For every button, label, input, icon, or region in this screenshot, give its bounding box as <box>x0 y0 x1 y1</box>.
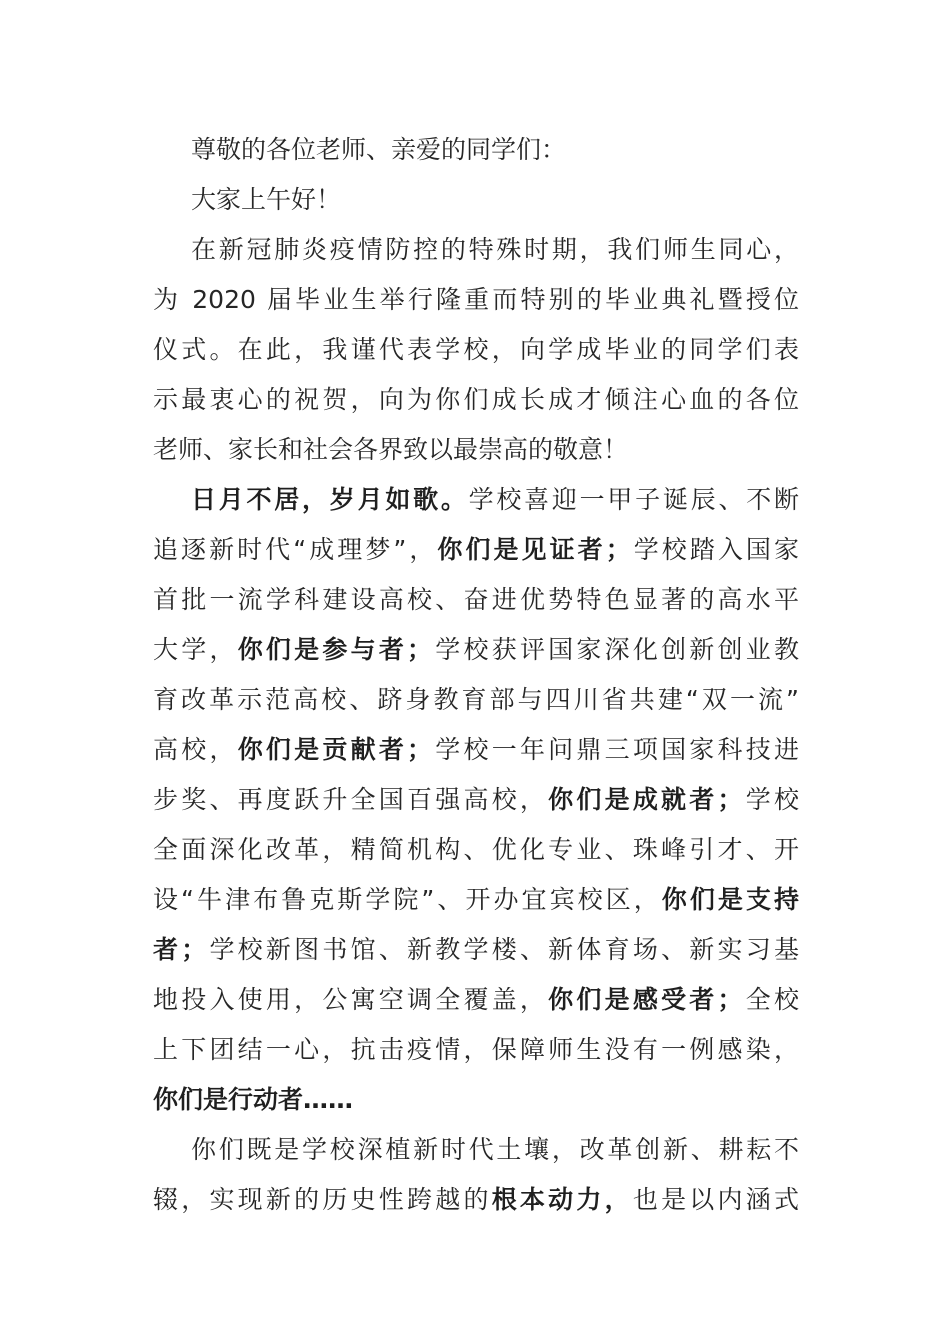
paragraph-opening <box>153 225 799 475</box>
text-line <box>153 1075 799 1125</box>
emphasis-text: 你们是参与者； <box>237 635 433 664</box>
text-line: 你们既是学校深植新时代土壤，改革创新、耕耘不 <box>191 1135 799 1164</box>
salutation: 尊敬的各位老师、亲爱的同学们： <box>191 135 567 164</box>
speech-body <box>153 125 799 1225</box>
text-line: 育改革示范高校、跻身教育部与四川省共建“双一流” <box>153 685 799 714</box>
text-line: 地投入使用，公寓空调全覆盖，你们是感受者；全校 <box>153 985 799 1014</box>
text-line: 追逐新时代“成理梦”，你们是见证者；学校踏入国家 <box>153 535 799 564</box>
emphasis-text: 你们是贡献者； <box>237 735 433 764</box>
text-line: 大学，你们是参与者；学校获评国家深化创新创业教 <box>153 635 799 664</box>
text-line: 者；学校新图书馆、新教学楼、新体育场、新实习基 <box>153 935 799 964</box>
text-line: 上下团结一心，抗击疫情，保障师生没有一例感染， <box>153 1035 799 1064</box>
text-line: 在新冠肺炎疫情防控的特殊时期，我们师生同心， <box>191 235 799 264</box>
text-line: 首批一流学科建设高校、奋进优势特色显著的高水平 <box>153 585 799 614</box>
text-line: 老师、家长和社会各界致以最崇高的敬意！ <box>153 435 629 464</box>
emphasis-text: 你们是支持 <box>661 885 799 914</box>
emphasis-text: 你们是感受者； <box>548 985 743 1014</box>
text-line: 辍，实现新的历史性跨越的根本动力，也是以内涵式 <box>153 1185 799 1214</box>
text-line: 设“牛津布鲁克斯学院”、开办宜宾校区，你们是支持 <box>153 885 799 914</box>
emphasis-text: 你们是见证者； <box>437 535 631 564</box>
text-line: 为 2020 届毕业生举行隆重而特别的毕业典礼暨授位 <box>153 285 799 314</box>
text-line: 示最衷心的祝贺，向为你们成长成才倾注心血的各位 <box>153 385 799 414</box>
emphasis-text: 你们是成就者； <box>548 785 743 814</box>
emphasis-text: 者； <box>153 935 207 964</box>
emphasis-text: 根本动力， <box>491 1185 633 1214</box>
text-line: 高校，你们是贡献者；学校一年问鼎三项国家科技进 <box>153 735 799 764</box>
text-line: 全面深化改革，精简机构、优化专业、珠峰引才、开 <box>153 835 799 864</box>
paragraph-achievements <box>153 475 799 1125</box>
emphasis-text: 你们是行动者…… <box>153 1085 354 1114</box>
text-line: 仪式。在此，我谨代表学校，向学成毕业的同学们表 <box>153 335 799 364</box>
paragraph-conclusion <box>153 1125 799 1225</box>
text-line: 日月不居，岁月如歌。学校喜迎一甲子诞辰、不断 <box>191 485 799 514</box>
greeting: 大家上午好！ <box>191 185 342 214</box>
emphasis-text: 日月不居，岁月如歌。 <box>191 485 469 514</box>
text-line: 步奖、再度跃升全国百强高校，你们是成就者；学校 <box>153 785 799 814</box>
